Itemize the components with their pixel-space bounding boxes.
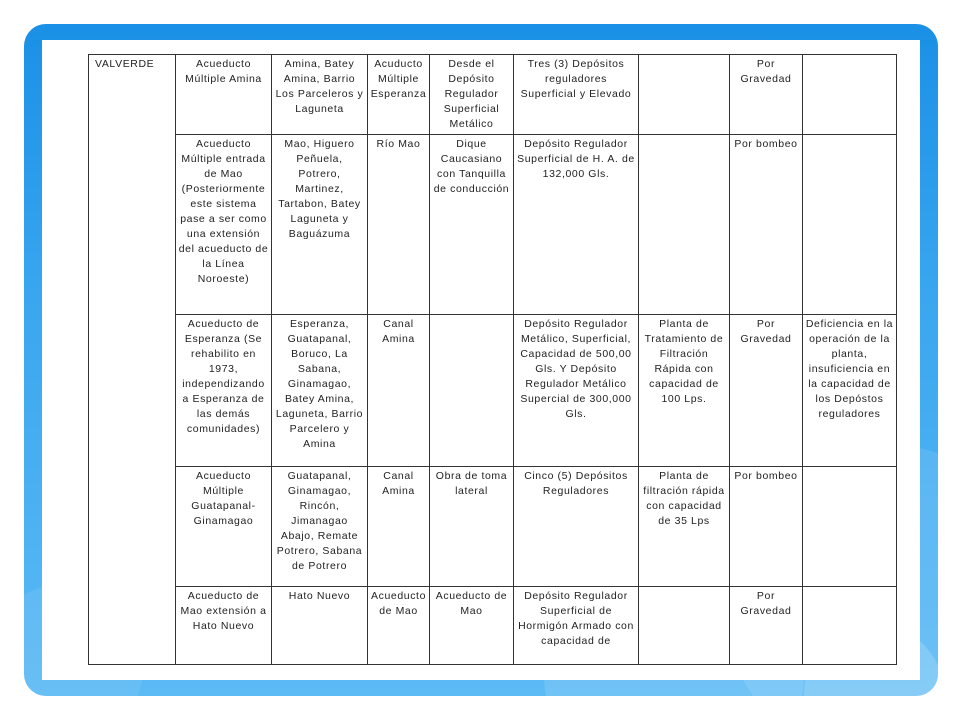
distribution-cell: Por Gravedad [730,587,803,665]
aqueduct-name-cell: Acueducto Múltiple Guatapanal-Ginamagao [176,467,272,587]
source-cell: Canal Amina [368,315,430,467]
treatment-cell: Planta de filtración rápida con capacidad de 35 Lps [639,467,730,587]
distribution-cell: Por bombeo [730,467,803,587]
table-row [89,135,897,315]
municipality-cell: VALVERDE [89,55,176,665]
communities-cell: Guatapanal, Ginamagao, Rincón, Jimanagao Abajo, Remate Potrero, Sabana de Potrero [272,467,368,587]
observations-cell [803,135,897,315]
source-cell: Río Mao [368,135,430,315]
observations-cell [803,587,897,665]
table-row [89,315,897,467]
treatment-cell [639,587,730,665]
intake-cell: Obra de toma lateral [430,467,514,587]
aqueduct-name-cell: Acueducto Múltiple Amina [176,55,272,135]
communities-cell: Mao, Higuero Peñuela, Potrero, Martinez, Tartabon, Batey Laguneta y Baguázuma [272,135,368,315]
table-row [89,467,897,587]
storage-cell: Cinco (5) Depósitos Reguladores [514,467,639,587]
intake-cell: Dique Caucasiano con Tanquilla de conducción [430,135,514,315]
storage-cell: Depósito Regulador Metálico, Superficial, Capacidad de 500,00 Gls. Y Depósito Regulador Metálico Supercial de 300,000 Gls. [514,315,639,467]
intake-cell: Acueducto de Mao [430,587,514,665]
distribution-cell: Por Gravedad [730,315,803,467]
treatment-cell: Planta de Tratamiento de Filtración Rápida con capacidad de 100 Lps. [639,315,730,467]
aqueduct-name-cell: Acueducto Múltiple entrada de Mao (Posteriormente este sistema pase a ser como una extensión del acueducto de la Línea Noroeste) [176,135,272,315]
distribution-cell: Por Gravedad [730,55,803,135]
communities-cell: Amina, Batey Amina, Barrio Los Parceleros y Laguneta [272,55,368,135]
table-row [89,55,897,135]
table-row [89,587,897,665]
observations-cell: Deficiencia en la operación de la planta, insuficiencia en la capacidad de los Depóstos reguladores [803,315,897,467]
communities-cell: Hato Nuevo [272,587,368,665]
storage-cell: Depósito Regulador Superficial de Hormigón Armado con capacidad de [514,587,639,665]
storage-cell: Depósito Regulador Superficial de H. A. de 132,000 Gls. [514,135,639,315]
observations-cell [803,55,897,135]
source-cell: Acueducto de Mao [368,587,430,665]
distribution-cell: Por bombeo [730,135,803,315]
intake-cell: Desde el Depósito Regulador Superficial Metálico [430,55,514,135]
communities-cell: Esperanza, Guatapanal, Boruco, La Sabana, Ginamagao, Batey Amina, Laguneta, Barrio Parcelero y Amina [272,315,368,467]
aqueduct-name-cell: Acueducto de Mao extensión a Hato Nuevo [176,587,272,665]
source-cell: Acuducto Múltiple Esperanza [368,55,430,135]
treatment-cell [639,55,730,135]
intake-cell [430,315,514,467]
observations-cell [803,467,897,587]
storage-cell: Tres (3) Depósitos reguladores Superficial y Elevado [514,55,639,135]
aqueduct-name-cell: Acueducto de Esperanza (Se rehabilito en 1973, independizando a Esperanza de las demás comunidades) [176,315,272,467]
water-systems-table [88,54,897,665]
source-cell: Canal Amina [368,467,430,587]
treatment-cell [639,135,730,315]
